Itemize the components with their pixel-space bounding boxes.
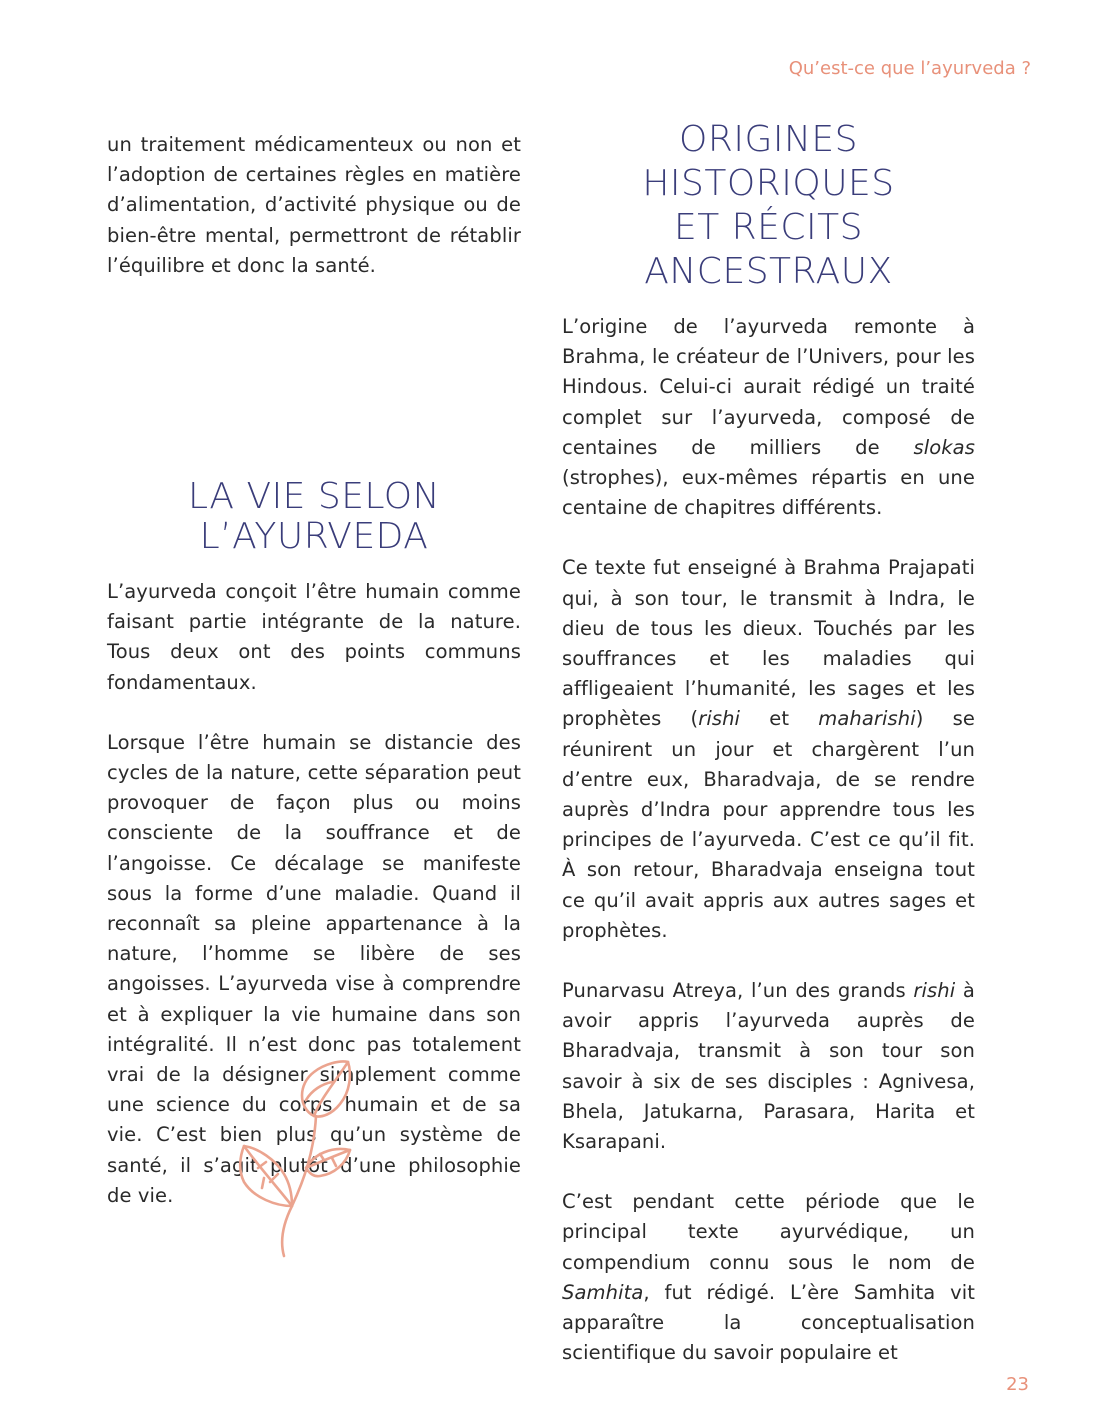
heading-line: ET RÉCITS <box>673 207 864 248</box>
paragraph-indra <box>562 553 975 946</box>
bud-petal <box>314 1062 348 1116</box>
italic-term: rishi <box>698 707 741 731</box>
text-run: Punarvasu Atreya, l’un des grands <box>562 979 914 1003</box>
italic-term: rishi <box>913 979 956 1003</box>
page-number: 23 <box>1006 1374 1029 1395</box>
text-run: à avoir appris l’ayurveda auprès de Bharadvaja, transmit à son tour son savoir à six de ses disciples : Agnivesa, Bhela, Jatukarna, Parasara, Harita et Ksarapani. <box>562 979 975 1154</box>
section-heading-la-vie <box>107 477 521 557</box>
section-heading-origines <box>562 118 975 294</box>
right-column <box>562 118 975 1399</box>
heading-line: LA VIE SELON <box>187 476 441 518</box>
text-run: C’est pendant cette période que le principal texte ayurvédique, un compendium connu sous le nom de <box>562 1190 975 1274</box>
leaf-vein <box>320 1154 324 1160</box>
text-run: L’origine de l’ayurveda remonte à Brahma, le créateur de l’Univers, pour les Hindous. Celui-ci aurait rédigé un traité complet sur l’ayurveda, composé de centaines de milliers de <box>562 315 975 459</box>
italic-term: Samhita <box>562 1280 644 1304</box>
text-run: Ce texte fut enseigné à Brahma Prajapati qui, à son tour, le transmit à Indra, le dieu de tous les dieux. Touchés par les souffrances et les maladies qui affligeaient l’humanité, les sages et les prophètes ( <box>562 556 975 731</box>
leaf-vein <box>262 1178 264 1188</box>
intro-paragraph: un traitement médicamenteux ou non et l’adoption de certaines règles en matière d’alimentation, d’activité physique ou de bien-être mental, permettront de rétablir l’équilibre et donc la santé. <box>107 133 521 277</box>
paragraph-samhita <box>562 1187 975 1368</box>
text-run: et <box>740 707 819 731</box>
heading-line: L’AYURVEDA <box>199 516 429 558</box>
text-run: ) se réunirent un jour et chargèrent l’un d’entre eux, Bharadvaja, de se rendre auprès d’Indra pour apprendre tous les principes de l’ayurveda. C’est ce qu’il fit. À son retour, Bharadvaja enseigna tout ce qu’il avait appris aux autres sages et prophètes. <box>562 707 975 942</box>
italic-term: maharishi <box>818 707 916 731</box>
italic-term: slokas <box>913 435 975 459</box>
heading-line: ORIGINES <box>678 119 858 160</box>
leaf-vein <box>332 1158 336 1166</box>
running-head: Qu’est-ce que l’ayurveda ? <box>788 58 1031 79</box>
text-run: , fut rédigé. L’ère Samhita vit apparaître la conceptualisation scientifique du savoir populaire et <box>562 1280 975 1365</box>
paragraph: Lorsque l’être humain se distancie des cycles de la nature, cette séparation peut provoquer de façon plus ou moins consciente de la souffrance et de l’angoisse. Ce décalage se manifeste sous la forme d’une maladie. Quand il reconnaît sa pleine appartenance à la nature, l’homme se libère de ses angoisses. L’ayurveda vise à comprendre et à expliquer la vie humaine dans son intégralité. Il n’est donc pas totalement vrai de la désigner simplement comme une science du corps humain et de sa vie. C’est bien plus qu’un système de santé, il s’agit plutôt d’une philosophie de vie. <box>107 730 521 1207</box>
stem <box>282 1116 316 1256</box>
heading-line: ANCESTRAUX <box>644 251 893 292</box>
leaf-vein <box>270 1174 278 1182</box>
flower-bud-leaves-icon <box>236 1056 366 1261</box>
paragraph-origin-brahma <box>562 312 975 523</box>
paragraph: L’ayurveda conçoit l’être humain comme faisant partie intégrante de la nature. Tous deux ont des points communs fondamentaux. <box>107 580 521 694</box>
paragraph-atreya <box>562 976 975 1157</box>
text-run: (strophes), eux-mêmes répartis en une centaine de chapitres différents. <box>562 466 975 520</box>
heading-line: HISTORIQUES <box>642 163 895 204</box>
